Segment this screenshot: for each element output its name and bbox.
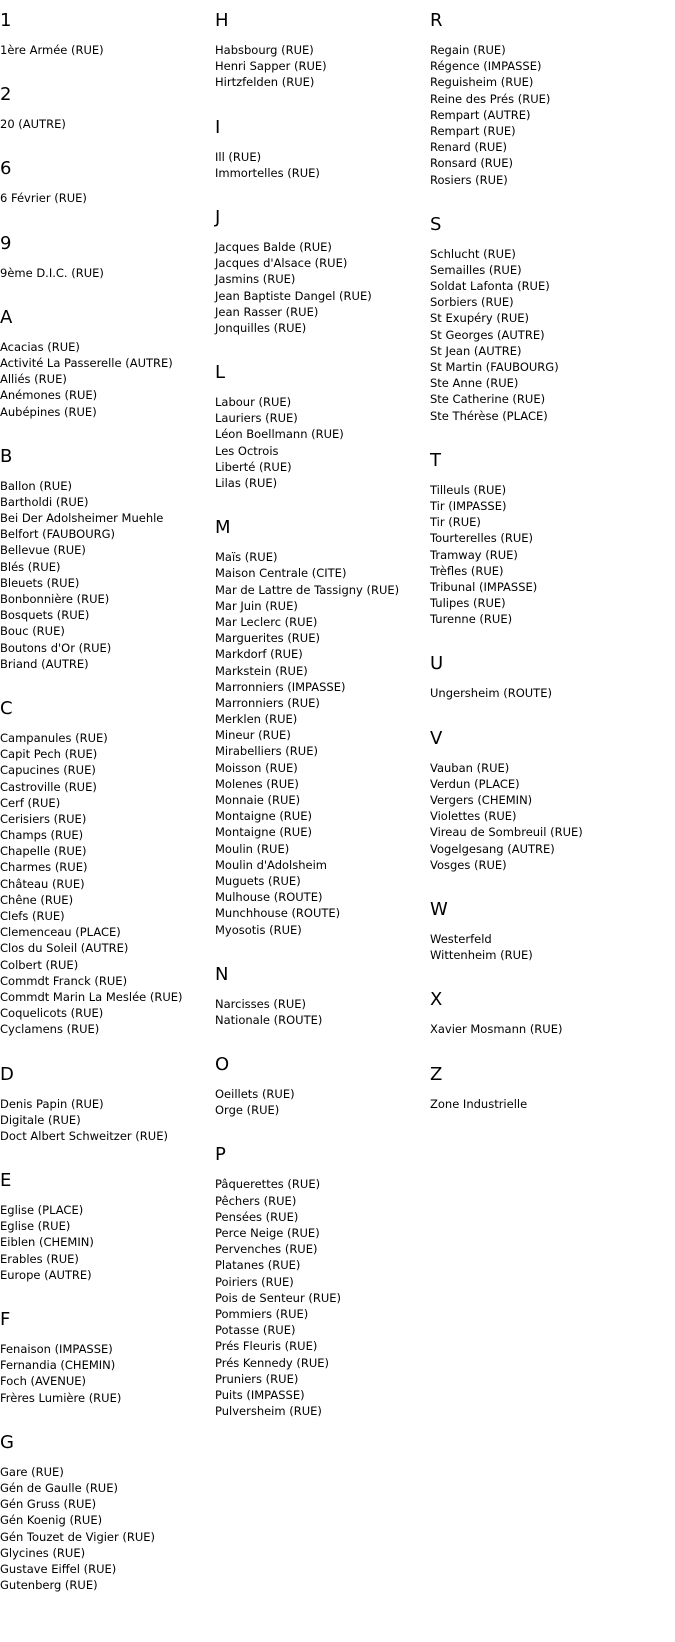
street-link[interactable]: Tilleuls (RUE) (430, 482, 507, 497)
street-link[interactable]: Capucines (RUE) (0, 763, 96, 778)
street-link[interactable]: Habsbourg (RUE) (215, 43, 314, 57)
street-link[interactable]: Denis Papin (RUE) (0, 1096, 104, 1111)
index-column-1 (0, 10, 215, 1619)
letter-heading: V (430, 727, 443, 749)
letter-group (215, 207, 430, 336)
street-list (0, 1202, 215, 1283)
street-link[interactable]: Pulversheim (RUE) (215, 1404, 322, 1419)
street-link[interactable]: Blés (RUE) (0, 559, 61, 574)
street-link[interactable]: Maïs (RUE) (215, 550, 278, 565)
street-link[interactable]: Alliés (RUE) (0, 372, 67, 387)
street-link[interactable]: Castroville (RUE) (0, 779, 97, 794)
letter-group (430, 728, 675, 873)
street-link[interactable]: Moisson (RUE) (215, 760, 298, 775)
street-link[interactable]: Mar de Lattre de Tassigny (RUE) (215, 582, 400, 597)
street-link[interactable]: Maison Centrale (CITE) (215, 566, 347, 581)
letter-group (0, 698, 215, 1038)
street-link[interactable]: Ronsard (RUE) (430, 156, 513, 171)
street-link[interactable]: Munchhouse (ROUTE) (215, 906, 341, 921)
street-link[interactable]: Belfort (FAUBOURG) (0, 527, 116, 542)
street-list (215, 149, 430, 181)
street-link[interactable]: Doct Albert Schweitzer (RUE) (0, 1128, 168, 1143)
street-link[interactable]: Gare (RUE) (0, 1464, 64, 1479)
street-link[interactable]: St Exupéry (RUE) (430, 311, 530, 326)
letter-heading: J (215, 206, 221, 228)
street-link[interactable]: Jacques d'Alsace (RUE) (215, 256, 348, 271)
street-list (215, 394, 430, 491)
street-list (0, 478, 215, 672)
letter-heading: B (0, 445, 13, 467)
street-link[interactable]: Bei Der Adolsheimer Muehle (0, 511, 164, 526)
street-link[interactable]: Marronniers (IMPASSE) (215, 679, 346, 694)
street-link[interactable]: Colbert (RUE) (0, 957, 79, 972)
letter-heading: Z (430, 1063, 443, 1085)
letter-group (0, 10, 215, 58)
street-link[interactable]: Bleuets (RUE) (0, 575, 80, 590)
street-link[interactable]: Vauban (RUE) (430, 760, 510, 775)
street-link[interactable]: Eglise (RUE) (0, 1219, 71, 1234)
street-link[interactable]: Les Octrois (215, 443, 279, 458)
street-link[interactable]: Rempart (AUTRE) (430, 107, 531, 122)
street-link[interactable]: Tir (IMPASSE) (430, 498, 507, 513)
street-link[interactable]: 9ème D.I.C. (RUE) (0, 265, 104, 280)
letter-heading: X (430, 989, 443, 1011)
letter-heading: H (215, 10, 229, 31)
street-link[interactable]: Monnaie (RUE) (215, 793, 301, 807)
letter-heading: P (215, 1144, 226, 1166)
letter-group (430, 899, 675, 963)
street-link[interactable]: Sorbiers (RUE) (430, 295, 514, 310)
street-link[interactable]: Pâquerettes (RUE) (215, 1177, 321, 1192)
street-link[interactable]: Eglise (PLACE) (0, 1203, 84, 1218)
street-link[interactable]: Jasmins (RUE) (215, 272, 296, 287)
letter-group (0, 446, 215, 672)
street-link[interactable]: Moulin d'Adolsheim (215, 857, 327, 872)
street-link[interactable]: Anémones (RUE) (0, 388, 98, 403)
letter-group (0, 307, 215, 420)
street-link[interactable]: St Jean (AUTRE) (430, 343, 522, 358)
street-link[interactable]: Ungersheim (ROUTE) (430, 686, 552, 701)
letter-heading: G (0, 1431, 14, 1453)
street-list (0, 1341, 215, 1406)
letter-group (430, 214, 675, 424)
street-link[interactable]: Renard (RUE) (430, 140, 508, 155)
street-link[interactable]: Europe (AUTRE) (0, 1267, 92, 1282)
letter-heading: A (0, 306, 13, 328)
street-link[interactable]: Erables (RUE) (0, 1251, 79, 1266)
street-link[interactable]: Trèfles (RUE) (430, 563, 504, 578)
street-list (215, 549, 430, 938)
street-list (0, 42, 215, 58)
street-link[interactable]: St Georges (AUTRE) (430, 327, 545, 342)
street-link[interactable]: Westerfeld (430, 931, 492, 946)
letter-heading: S (430, 213, 442, 235)
index-column-3 (430, 10, 675, 1138)
street-link[interactable]: Violettes (RUE) (430, 809, 517, 824)
street-list (430, 246, 675, 424)
letter-heading: U (430, 653, 444, 675)
street-link[interactable]: Vireau de Sombreuil (RUE) (430, 825, 583, 840)
street-link[interactable]: Digitale (RUE) (0, 1112, 81, 1127)
street-list (430, 760, 675, 873)
street-link[interactable]: Ste Anne (RUE) (430, 376, 519, 391)
street-link[interactable]: Foch (AVENUE) (0, 1374, 87, 1389)
street-link[interactable]: Capit Pech (RUE) (0, 747, 98, 762)
letter-group (215, 517, 430, 938)
letter-group (215, 1054, 430, 1118)
street-link[interactable]: Gén Koenig (RUE) (0, 1513, 103, 1528)
street-link[interactable]: Aubépines (RUE) (0, 404, 97, 419)
letter-heading: W (430, 898, 448, 920)
street-list (0, 116, 215, 132)
letter-heading: D (0, 1063, 14, 1085)
street-link[interactable]: Gén Gruss (RUE) (0, 1497, 97, 1512)
street-link[interactable]: Regain (RUE) (430, 43, 506, 57)
street-list (430, 1021, 675, 1037)
street-link[interactable]: Gén de Gaulle (RUE) (0, 1480, 118, 1495)
street-link[interactable]: Xavier Mosmann (RUE) (430, 1022, 563, 1037)
street-link[interactable]: Fenaison (IMPASSE) (0, 1342, 113, 1356)
letter-group (430, 989, 675, 1037)
street-link[interactable]: Briand (AUTRE) (0, 656, 89, 671)
street-link[interactable]: Activité La Passerelle (AUTRE) (0, 355, 173, 370)
street-link[interactable]: Chapelle (RUE) (0, 844, 87, 859)
street-link[interactable]: Verdun (PLACE) (430, 776, 520, 791)
street-link[interactable]: Soldat Lafonta (RUE) (430, 279, 550, 294)
letter-heading: N (215, 963, 229, 985)
street-link[interactable]: Puits (IMPASSE) (215, 1387, 305, 1402)
street-link[interactable]: Régence (IMPASSE) (430, 59, 542, 74)
letter-group (215, 964, 430, 1028)
street-link[interactable]: Commdt Marin La Meslée (RUE) (0, 989, 183, 1004)
street-link[interactable]: Lauriers (RUE) (215, 411, 298, 426)
street-link[interactable]: Liberté (RUE) (215, 459, 292, 474)
street-link[interactable]: Clefs (RUE) (0, 909, 65, 923)
street-link[interactable]: Cerisiers (RUE) (0, 811, 87, 826)
street-list (0, 1096, 215, 1145)
street-link[interactable]: Jean Baptiste Dangel (RUE) (215, 288, 372, 303)
street-link[interactable]: Perce Neige (RUE) (215, 1226, 320, 1240)
street-list (215, 996, 430, 1028)
letter-group (0, 233, 215, 281)
street-link[interactable]: Molenes (RUE) (215, 776, 299, 791)
street-link[interactable]: Henri Sapper (RUE) (215, 59, 327, 74)
street-link[interactable]: Prés Fleuris (RUE) (215, 1339, 318, 1354)
street-link[interactable]: Charmes (RUE) (0, 860, 88, 875)
letter-group (430, 1064, 675, 1112)
street-link[interactable]: Bartholdi (RUE) (0, 494, 89, 509)
street-link[interactable]: Ste Thérèse (PLACE) (430, 408, 548, 423)
index-column-2 (215, 10, 430, 1445)
letter-group (215, 117, 430, 181)
street-list (0, 730, 215, 1038)
street-link[interactable]: Pruniers (RUE) (215, 1371, 299, 1386)
street-link[interactable]: Cyclamens (RUE) (0, 1022, 100, 1037)
street-link[interactable]: 20 (AUTRE) (0, 117, 66, 132)
street-link[interactable]: Mirabelliers (RUE) (215, 744, 318, 759)
street-link[interactable]: Pommiers (RUE) (215, 1306, 309, 1321)
street-link[interactable]: Oeillets (RUE) (215, 1087, 295, 1102)
street-link[interactable]: Reine des Prés (RUE) (430, 91, 551, 106)
street-link[interactable]: Vergers (CHEMIN) (430, 793, 533, 807)
street-link[interactable]: Tramway (RUE) (430, 547, 518, 562)
street-list (0, 190, 215, 206)
street-link[interactable]: Hirtzfelden (RUE) (215, 75, 315, 90)
letter-group (215, 362, 430, 491)
letter-group (430, 10, 675, 188)
letter-heading: F (0, 1309, 11, 1330)
street-link[interactable]: Gutenberg (RUE) (0, 1578, 98, 1593)
street-link[interactable]: Montaigne (RUE) (215, 825, 312, 840)
street-link[interactable]: Rosiers (RUE) (430, 172, 508, 187)
letter-heading: M (215, 517, 231, 539)
street-link[interactable]: Chêne (RUE) (0, 892, 74, 907)
street-link[interactable]: Jacques Balde (RUE) (215, 239, 332, 254)
street-link[interactable]: Montaigne (RUE) (215, 809, 312, 824)
street-link[interactable]: Jean Rasser (RUE) (215, 304, 319, 319)
letter-group (0, 158, 215, 206)
street-list (430, 685, 675, 701)
street-link[interactable]: Eiblen (CHEMIN) (0, 1235, 94, 1250)
letter-heading: 6 (0, 158, 12, 180)
street-link[interactable]: Frères Lumière (RUE) (0, 1390, 122, 1405)
street-link[interactable]: Pervenches (RUE) (215, 1242, 318, 1257)
street-link[interactable]: Marronniers (RUE) (215, 695, 320, 710)
street-link[interactable]: Labour (RUE) (215, 395, 292, 410)
street-link[interactable]: Commdt Franck (RUE) (0, 973, 128, 988)
street-list (430, 1096, 675, 1112)
street-link[interactable]: Potasse (RUE) (215, 1323, 296, 1338)
letter-group (0, 1064, 215, 1145)
street-link[interactable]: Champs (RUE) (0, 828, 84, 843)
street-link[interactable]: Vosges (RUE) (430, 857, 507, 872)
street-link[interactable]: Coquelicots (RUE) (0, 1006, 104, 1021)
street-link[interactable]: Jonquilles (RUE) (215, 320, 307, 335)
street-list (430, 931, 675, 963)
street-link[interactable]: Boutons d'Or (RUE) (0, 640, 112, 655)
street-list (215, 1086, 430, 1118)
street-list (215, 1176, 430, 1419)
street-link[interactable]: Bonbonnière (RUE) (0, 592, 110, 606)
street-link[interactable]: Château (RUE) (0, 876, 85, 891)
street-link[interactable]: Acacias (RUE) (0, 339, 80, 354)
street-link[interactable]: Orge (RUE) (215, 1103, 280, 1118)
letter-heading: T (430, 449, 441, 471)
street-list (215, 42, 430, 91)
street-link[interactable]: St Martin (FAUBOURG) (430, 360, 559, 374)
street-link[interactable]: Tir (RUE) (430, 515, 481, 530)
street-link[interactable]: Fernandia (CHEMIN) (0, 1358, 116, 1373)
street-link[interactable]: Gén Touzet de Vigier (RUE) (0, 1529, 156, 1544)
street-link[interactable]: Nationale (ROUTE) (215, 1012, 323, 1027)
street-link[interactable]: Prés Kennedy (RUE) (215, 1355, 330, 1370)
street-link[interactable]: 6 Février (RUE) (0, 191, 87, 206)
street-link[interactable]: Narcisses (RUE) (215, 996, 306, 1011)
letter-group (0, 1309, 215, 1406)
letter-heading: I (215, 116, 221, 138)
street-link[interactable]: Lilas (RUE) (215, 476, 278, 490)
street-link[interactable]: Marguerites (RUE) (215, 631, 320, 646)
street-link[interactable]: Pêchers (RUE) (215, 1193, 297, 1208)
letter-heading: 1 (0, 10, 12, 31)
street-link[interactable]: Ballon (RUE) (0, 478, 72, 493)
street-link[interactable]: Bellevue (RUE) (0, 543, 86, 558)
street-link[interactable]: Cerf (RUE) (0, 795, 61, 810)
street-link[interactable]: Wittenheim (RUE) (430, 948, 533, 963)
street-link[interactable]: Mar Leclerc (RUE) (215, 614, 318, 629)
street-link[interactable]: Clemenceau (PLACE) (0, 925, 121, 940)
street-link[interactable]: Zone Industrielle (430, 1096, 528, 1111)
letter-group (215, 10, 430, 91)
street-link[interactable]: Clos du Soleil (AUTRE) (0, 941, 129, 956)
letter-heading: 2 (0, 84, 12, 106)
letter-heading: 9 (0, 232, 12, 254)
street-link[interactable]: Pensées (RUE) (215, 1209, 299, 1224)
street-link[interactable]: Tribunal (IMPASSE) (430, 579, 538, 594)
letter-group (0, 1170, 215, 1283)
street-list (0, 1464, 215, 1594)
street-link[interactable]: Turenne (RUE) (430, 612, 513, 627)
street-link[interactable]: Mar Juin (RUE) (215, 598, 298, 613)
letter-heading: R (430, 10, 443, 31)
letter-group (0, 84, 215, 132)
street-link[interactable]: Campanules (RUE) (0, 730, 108, 745)
letter-group (215, 1144, 430, 1419)
street-link[interactable]: Markdorf (RUE) (215, 647, 303, 662)
street-link[interactable]: Semailles (RUE) (430, 262, 522, 277)
street-link[interactable]: Moulin (RUE) (215, 841, 290, 856)
letter-heading: E (0, 1170, 12, 1192)
street-link[interactable]: Myosotis (RUE) (215, 922, 302, 937)
letter-group (430, 450, 675, 628)
street-link[interactable]: Immortelles (RUE) (215, 165, 320, 180)
street-link[interactable]: Reguisheim (RUE) (430, 75, 534, 90)
street-link[interactable]: Ill (RUE) (215, 149, 262, 164)
letter-group (0, 1432, 215, 1594)
street-link[interactable]: Poiriers (RUE) (215, 1274, 294, 1289)
street-link[interactable]: Merklen (RUE) (215, 712, 298, 727)
street-link[interactable]: Léon Boellmann (RUE) (215, 427, 344, 442)
street-link[interactable]: Glycines (RUE) (0, 1545, 86, 1560)
letter-heading: C (0, 697, 13, 719)
street-link[interactable]: Tourterelles (RUE) (430, 531, 534, 546)
street-link[interactable]: Mulhouse (ROUTE) (215, 890, 323, 905)
street-link[interactable]: Tulipes (RUE) (430, 596, 506, 611)
letter-heading: L (215, 362, 226, 384)
street-list (0, 265, 215, 281)
street-link[interactable]: Bosquets (RUE) (0, 608, 90, 623)
street-list (215, 239, 430, 336)
street-link[interactable]: 1ère Armée (RUE) (0, 43, 104, 57)
letter-heading: O (215, 1054, 230, 1076)
street-list (430, 42, 675, 188)
street-link[interactable]: Schlucht (RUE) (430, 246, 516, 261)
street-link[interactable]: Vogelgesang (AUTRE) (430, 841, 555, 856)
street-link[interactable]: Mineur (RUE) (215, 728, 291, 743)
letter-group (430, 653, 675, 701)
street-link[interactable]: Gustave Eiffel (RUE) (0, 1561, 117, 1576)
street-list (430, 482, 675, 628)
street-list (0, 339, 215, 420)
street-link[interactable]: Markstein (RUE) (215, 663, 308, 678)
street-link[interactable]: Bouc (RUE) (0, 624, 65, 639)
street-link[interactable]: Muguets (RUE) (215, 873, 301, 888)
street-link[interactable]: Ste Catherine (RUE) (430, 392, 546, 407)
street-link[interactable]: Pois de Senteur (RUE) (215, 1290, 342, 1305)
street-link[interactable]: Rempart (RUE) (430, 123, 516, 138)
street-link[interactable]: Platanes (RUE) (215, 1258, 301, 1273)
